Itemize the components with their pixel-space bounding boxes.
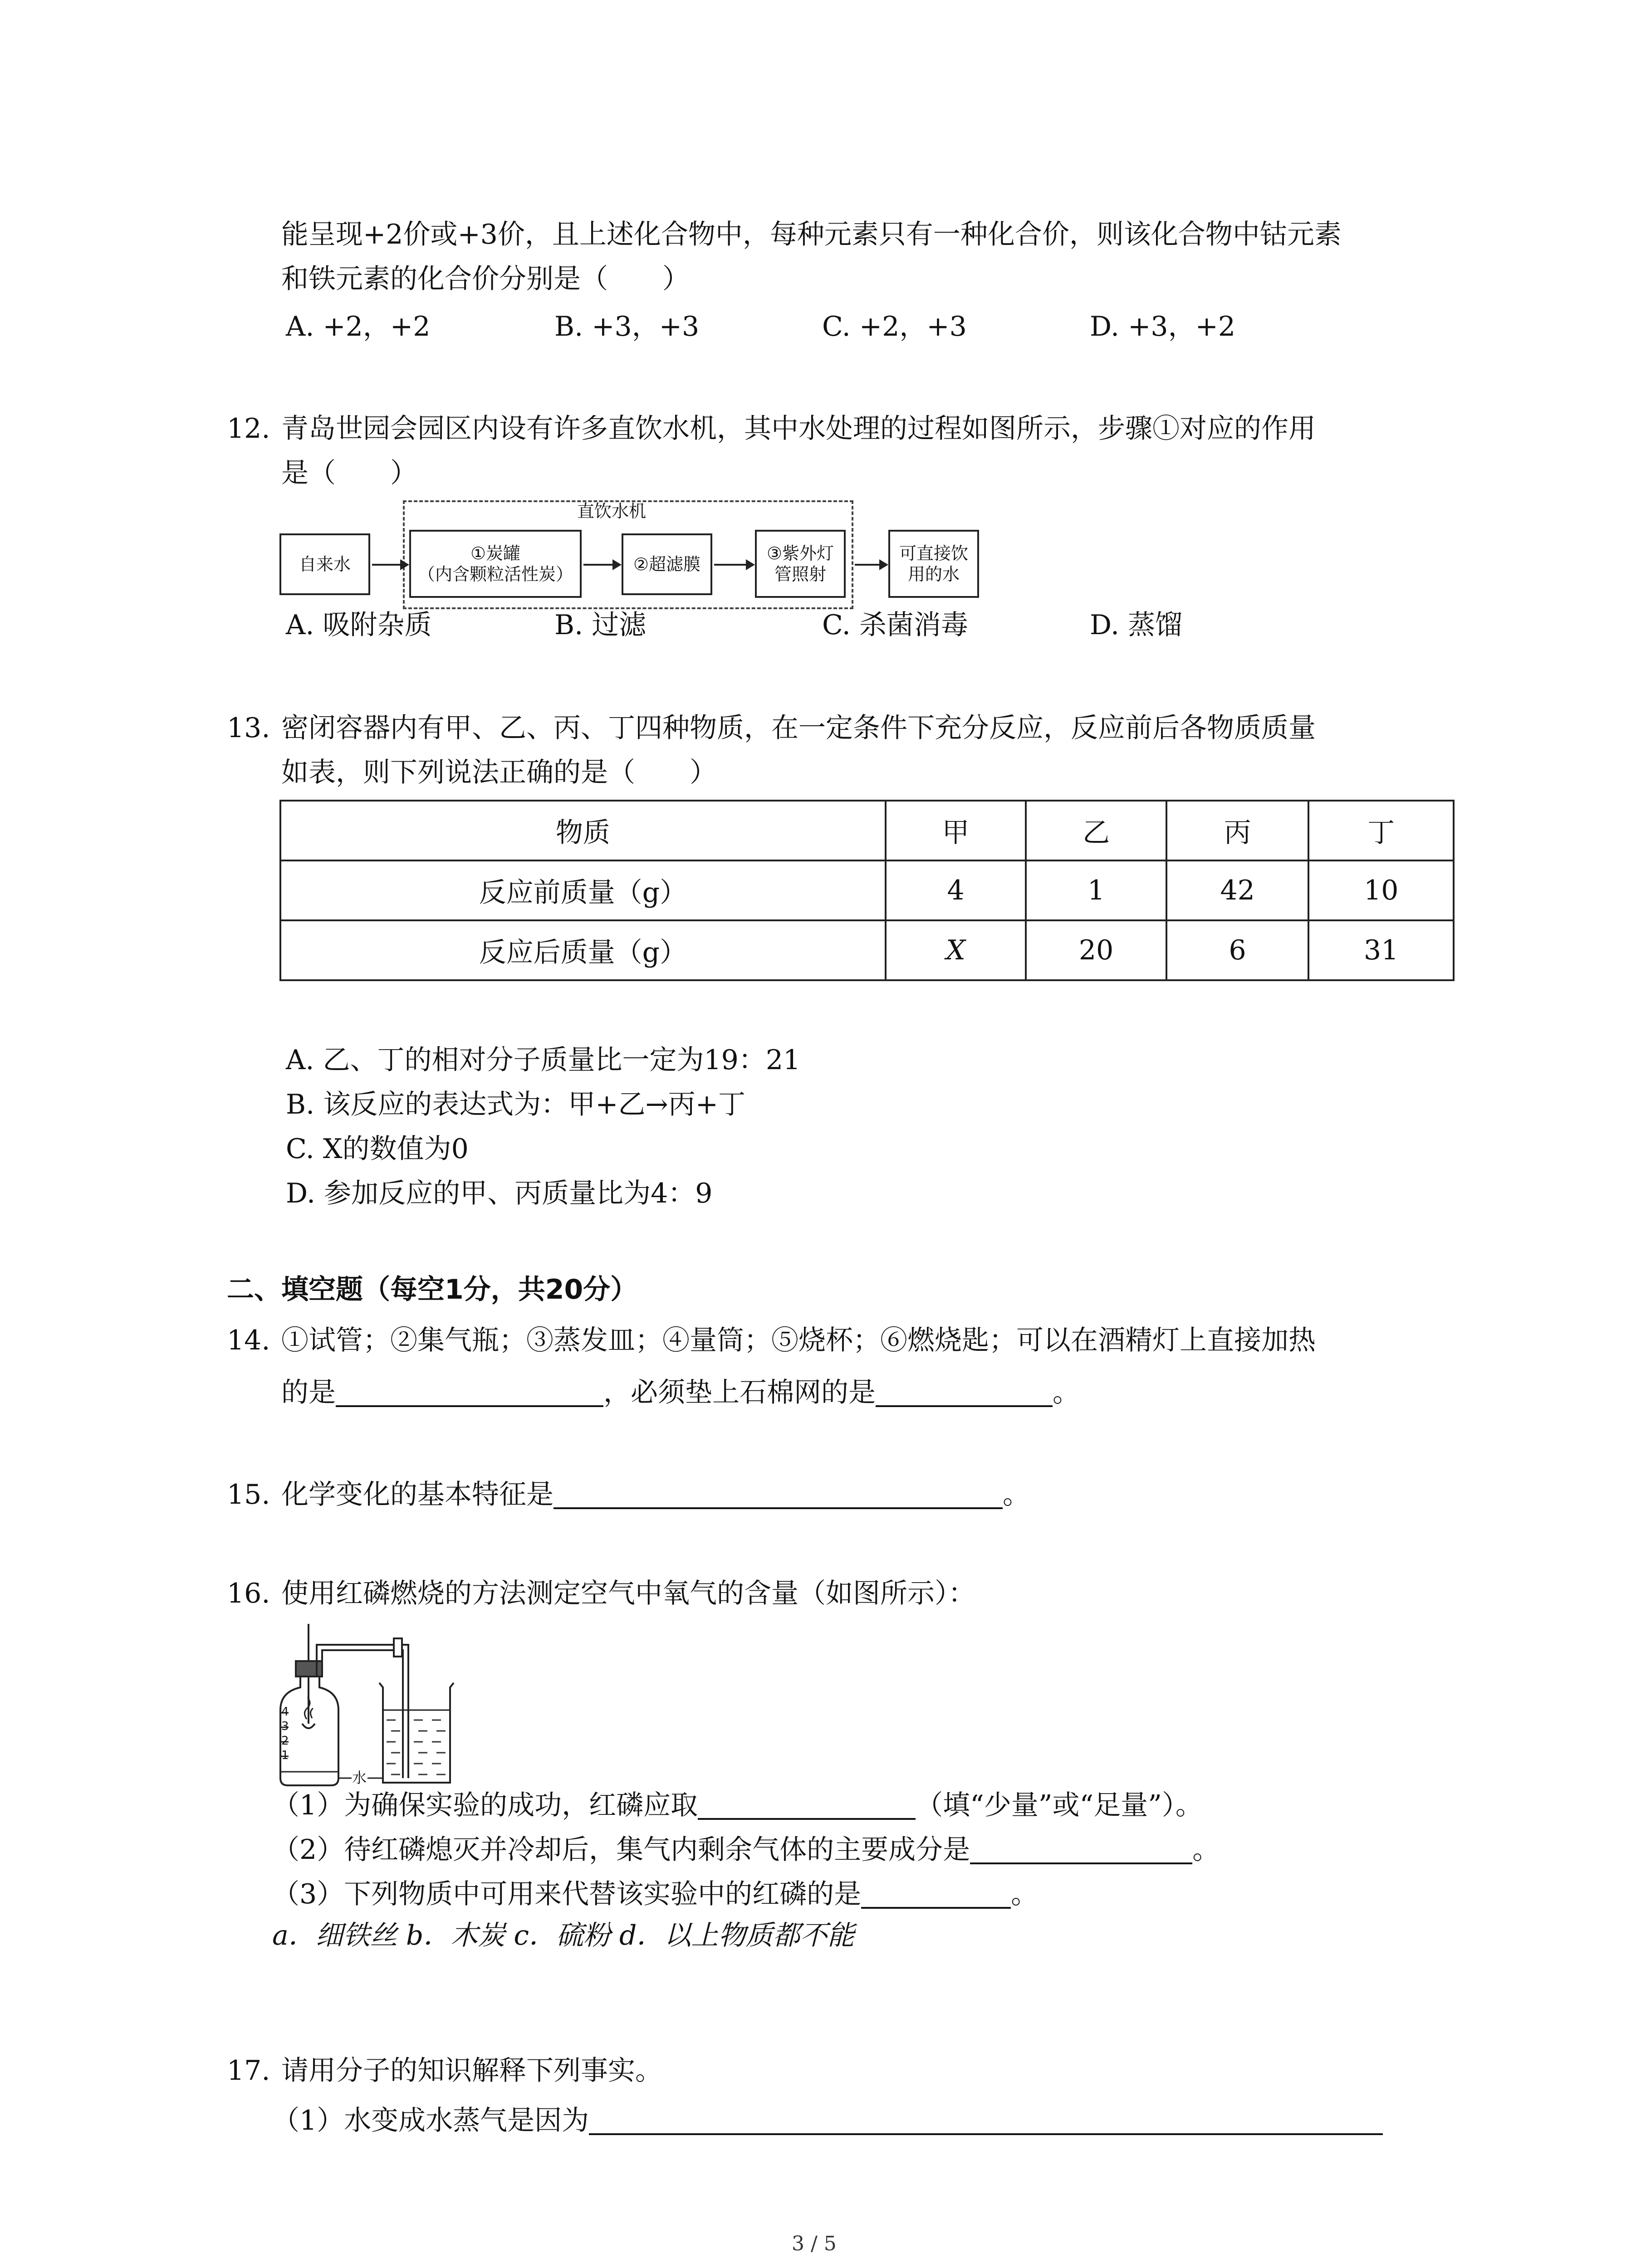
q13-line1: 密闭容器内有甲、乙、丙、丁四种物质，在一定条件下充分反应，反应前后各物质质量 [281, 712, 1316, 744]
mass-table [279, 800, 1455, 981]
q11-option-d: D. +3，+2 [1090, 311, 1236, 342]
arrow-3 [714, 564, 753, 566]
q16-blank-3[interactable] [861, 1880, 1011, 1909]
q16-line1: 使用红磷燃烧的方法测定空气中氧气的含量（如图所示）： [281, 1578, 975, 1609]
q12-line2: 是（ ） [281, 457, 417, 489]
table-cell: 反应前质量（g） [280, 860, 886, 920]
table-cell: 丁 [1308, 801, 1454, 860]
q16-sub2: （2）待红磷熄灭并冷却后，集气内剩余气体的主要成分是 。 [272, 1834, 1220, 1866]
q15-blank[interactable] [554, 1480, 1003, 1509]
q11-line2: 和铁元素的化合价分别是（ ） [281, 263, 690, 295]
red-phosphorus-apparatus [272, 1619, 485, 1792]
step2-ultrafiltration-box: ②超滤膜 [622, 533, 712, 595]
q16-sub3: （3）下列物质中可用来代替该实验中的红磷的是 。 [272, 1878, 1038, 1910]
q11-option-b: B. +3，+3 [554, 311, 700, 342]
q17-blank-1[interactable] [589, 2106, 1383, 2135]
table-cell: X [886, 920, 1026, 980]
q14-line1: ①试管；②集气瓶；③蒸发皿；④量筒；⑤烧杯；⑥燃烧匙；可以在酒精灯上直接加热 [281, 1325, 1316, 1356]
table-cell: 反应后质量（g） [280, 920, 886, 980]
table-header-row [280, 801, 1454, 860]
q17-number: 17. [227, 2055, 270, 2087]
q16-sub1: （1）为确保实验的成功，红磷应取 （填“少量”或“足量”）。 [272, 1789, 1203, 1821]
table-row [280, 920, 1454, 980]
q13-option-d: D. 参加反应的甲、丙质量比为4：9 [286, 1178, 713, 1209]
water-label: 水 [352, 1769, 367, 1786]
table-cell: 4 [886, 860, 1026, 920]
drinkable-water-box: 可直接饮 用的水 [888, 530, 979, 598]
table-cell: 10 [1308, 860, 1454, 920]
table-cell: 甲 [886, 801, 1026, 860]
q13-option-b: B. 该反应的表达式为：甲+乙→丙+丁 [286, 1089, 746, 1120]
q13-option-a: A. 乙、丁的相对分子质量比一定为19：21 [286, 1044, 801, 1076]
table-cell: 20 [1026, 920, 1166, 980]
table-cell: 丙 [1166, 801, 1309, 860]
q12-number: 12. [227, 413, 270, 445]
q14-blank-1[interactable] [336, 1378, 603, 1407]
machine-label: 直饮水机 [577, 501, 647, 521]
scale-label: 1 [281, 1749, 289, 1762]
q17-sub1: （1）水变成水蒸气是因为 [272, 2105, 1383, 2136]
table-cell: 物质 [280, 801, 886, 860]
table-cell: 42 [1166, 860, 1309, 920]
q13-line2: 如表，则下列说法正确的是（ ） [281, 757, 717, 788]
q16-number: 16. [227, 1578, 270, 1609]
step1-carbon-tank-box: ①炭罐 （内含颗粒活性炭） [409, 530, 582, 598]
arrow-4 [855, 564, 887, 566]
table-cell: 6 [1166, 920, 1309, 980]
table-cell: 31 [1308, 920, 1454, 980]
q12-option-a: A. 吸附杂质 [286, 609, 432, 641]
scale-label: 4 [281, 1705, 289, 1719]
q16-choices: a．细铁丝 b．木炭 c．硫粉 d．以上物质都不能 [272, 1920, 855, 1951]
q13-option-c: C. X的数值为0 [286, 1133, 469, 1165]
q16-blank-2[interactable] [970, 1835, 1192, 1864]
q15-line: 化学变化的基本特征是 。 [281, 1479, 1030, 1510]
q16-blank-1[interactable] [698, 1791, 916, 1820]
page-number: 3 / 5 [792, 2232, 837, 2255]
q14-blank-2[interactable] [876, 1378, 1053, 1407]
q11-option-c: C. +2，+3 [822, 311, 967, 342]
q11-line1: 能呈现+2价或+3价，且上述化合物中，每种元素只有一种化合价，则该化合物中钴元素 [281, 219, 1342, 250]
q17-line1: 请用分子的知识解释下列事实。 [281, 2055, 662, 2087]
arrow-2 [583, 564, 620, 566]
table-cell: 1 [1026, 860, 1166, 920]
scale-label: 2 [281, 1734, 289, 1748]
table-row [280, 860, 1454, 920]
table-cell: 乙 [1026, 801, 1166, 860]
q12-option-c: C. 杀菌消毒 [822, 609, 968, 641]
q12-option-d: D. 蒸馏 [1090, 609, 1183, 641]
q15-number: 15. [227, 1479, 270, 1510]
arrow-1 [372, 564, 407, 566]
q11-option-a: A. +2，+2 [286, 311, 431, 342]
q14-line2: 的是 ，必须垫上石棉网的是 。 [281, 1377, 1080, 1408]
step3-uv-lamp-box: ③紫外灯 管照射 [755, 530, 846, 598]
q12-option-b: B. 过滤 [554, 609, 647, 641]
section-2-title: 二、填空题（每空1分，共20分） [227, 1274, 638, 1305]
scale-label: 3 [281, 1720, 289, 1733]
q13-number: 13. [227, 712, 270, 744]
q14-number: 14. [227, 1325, 270, 1356]
q12-line1: 青岛世园会园区内设有许多直饮水机，其中水处理的过程如图所示，步骤①对应的作用 [281, 413, 1316, 445]
tap-water-box: 自来水 [279, 533, 370, 595]
